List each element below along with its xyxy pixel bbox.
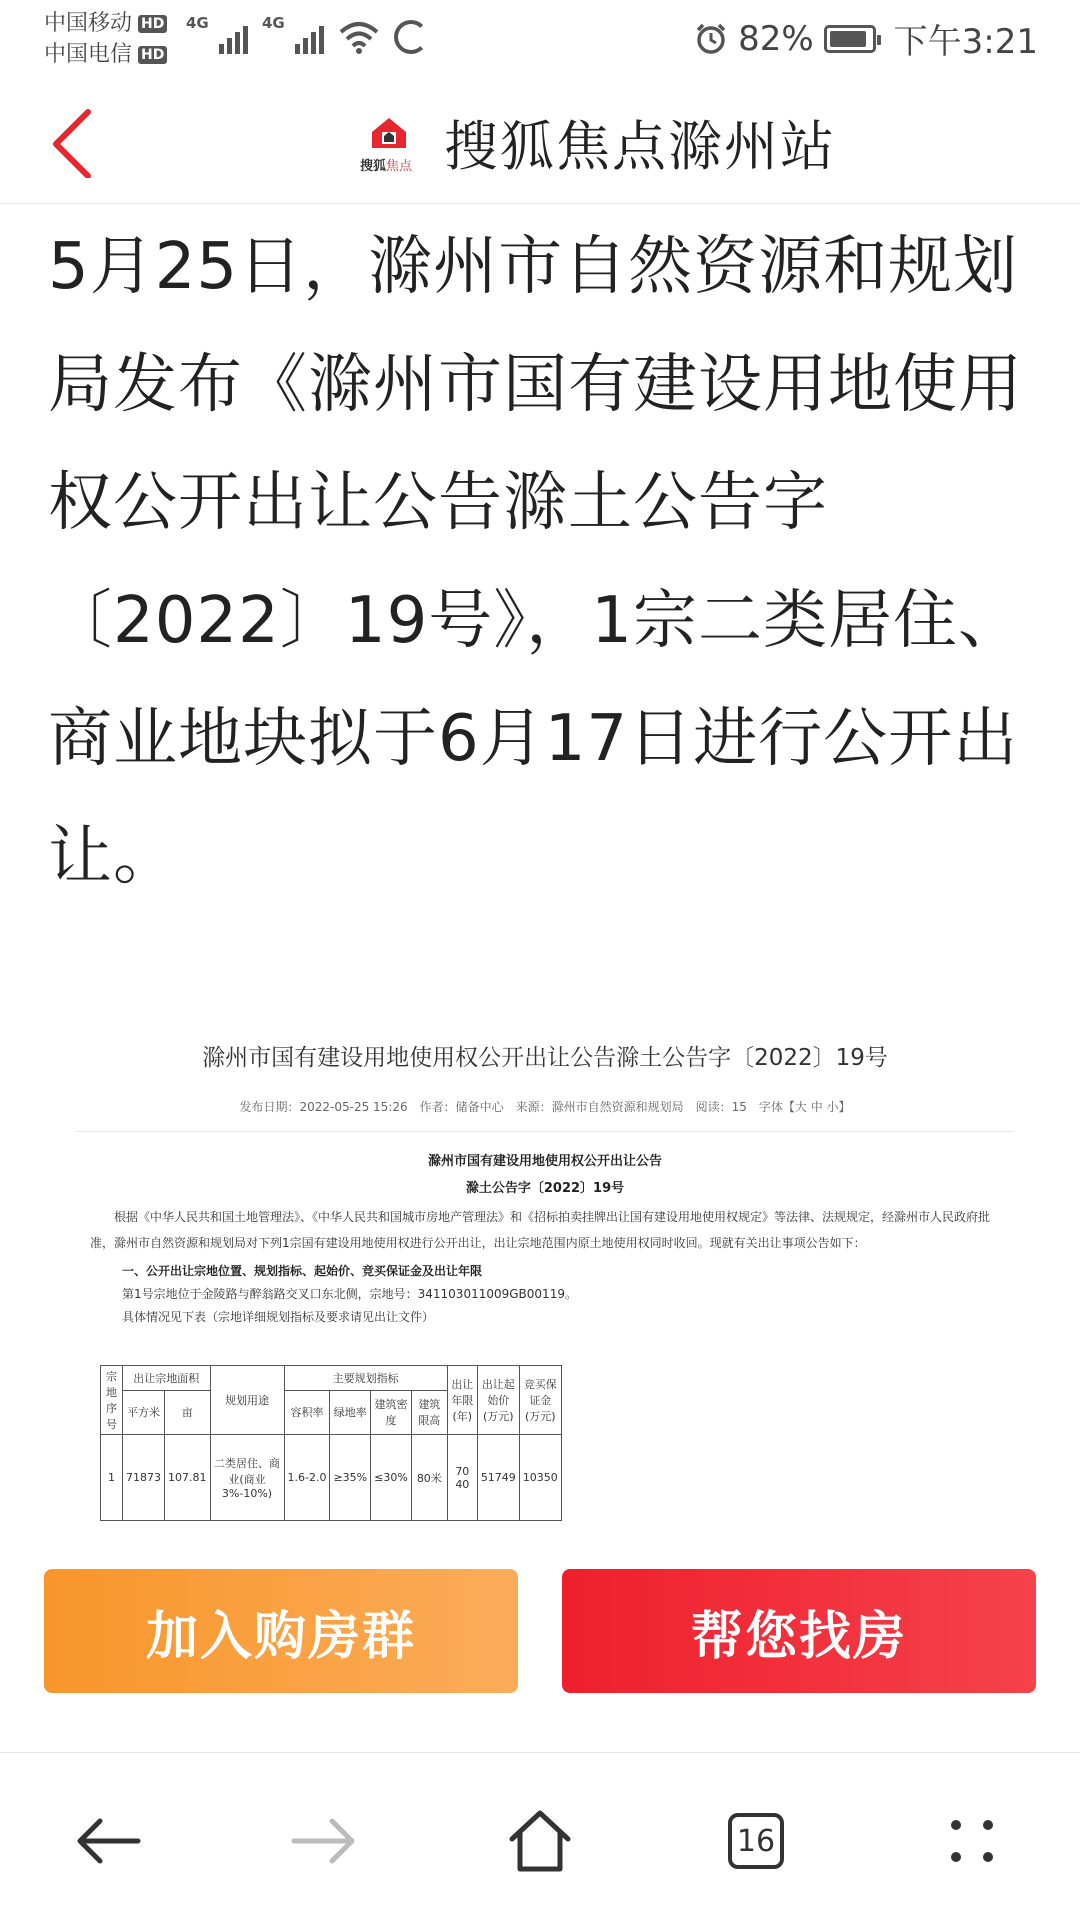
doc-meta: 发布日期：2022-05-25 15:26 作者：储备中心 来源：滁州市自然资源和规划局 阅读：15 字体【大 中 小】 (239, 1100, 851, 1114)
signal-icon: 4G (186, 14, 248, 54)
carrier-1: 中国移动 (44, 11, 133, 36)
status-bar (0, 0, 1080, 80)
doc-subheading: 滁土公告字〔2022〕19号 (465, 1181, 625, 1196)
doc-location: 第1号宗地位于金陵路与醉翁路交叉口东北侧，宗地号：341103011009GB00119。 (122, 1287, 577, 1301)
join-buyer-group-button[interactable]: 加入购房群 (44, 1569, 518, 1693)
nav-home-button[interactable] (500, 1801, 580, 1881)
carrier-info (44, 8, 167, 70)
doc-title: 滁州市国有建设用地使用权公开出让公告滁土公告字〔2022〕19号 (202, 1045, 888, 1071)
article-paragraph: 5月25日，滁州市自然资源和规划局发布《滁州市国有建设用地使用权公开出让公告滁土公告字〔2022〕19号》，1宗二类居住、商业地块拟于6月17日进行公开出让。 (48, 230, 1024, 894)
carrier-2: 中国电信 (44, 42, 133, 67)
home-icon (506, 1809, 574, 1873)
house-icon (360, 114, 418, 156)
wifi-icon (338, 20, 380, 54)
sohu-focus-logo: 搜狐焦点 (360, 114, 418, 172)
table-row: 1 71873 107.81 二类居住、商业(商业3%-10%) 1.6-2.0 ≥35% ≤30% 80米 70 40 51749 10350 (101, 1435, 562, 1521)
clock: 下午3:21 (893, 22, 1038, 62)
site-brand (360, 104, 836, 181)
chevron-left-icon (44, 108, 104, 178)
battery-percent: 82% (738, 18, 814, 59)
doc-section: 一、公开出让宗地位置、规划指标、起始价、竞买保证金及出让年限 (122, 1264, 483, 1278)
doc-intro: 根据《中华人民共和国土地管理法》、《中华人民共和国城市房地产管理法》和《招标拍卖挂牌出让国有建设用地使用权规定》等法律、法规规定，经滁州市人民政府批准，滁州市自然资源和规划局对下列1宗国有建设用地使用权进行公开出让，出让宗地范围内原土地使用权同时收回。现就有关出让事项公告如下： (90, 1210, 991, 1250)
hd-badge: HD (138, 15, 167, 33)
page-title: 搜狐焦点滁州站 (444, 115, 836, 178)
arrow-left-icon (74, 1816, 142, 1866)
header (0, 80, 1080, 204)
tabs-count: 16 (728, 1813, 784, 1869)
nav-tabs-button[interactable] (716, 1801, 796, 1881)
hd-badge: HD (138, 46, 167, 64)
nav-back-button[interactable] (68, 1801, 148, 1881)
arrow-right-icon (290, 1816, 358, 1866)
signal-icon: 4G (262, 14, 324, 54)
loading-icon (394, 20, 428, 54)
notice-screenshot (70, 1005, 1020, 1525)
doc-heading: 滁州市国有建设用地使用权公开出让公告 (427, 1154, 662, 1169)
doc-table-note: 具体情况见下表（宗地详细规划指标及要求请见出让文件） (122, 1310, 435, 1324)
land-parcel-table: 宗地序号 出让宗地面积 规划用途 主要规划指标 出让年限(年) 出让起始价(万元) 竞买保证金(万元) 平方米 亩 容积率 绿地率 建筑密度 建筑限高 1 71873 107.81 二类居住、商业(商业3%-10%) 1.6-2.0 ≥35% ≤30% 80米 70 40 51749 10350 (100, 1365, 562, 1521)
bottom-nav (0, 1752, 1080, 1920)
find-house-button[interactable]: 帮您找房 (562, 1569, 1036, 1693)
back-button[interactable] (44, 108, 104, 178)
more-dots-icon (942, 1811, 1002, 1871)
battery-icon (824, 25, 876, 53)
nav-menu-button[interactable] (932, 1801, 1012, 1881)
nav-forward-button[interactable] (284, 1801, 364, 1881)
alarm-icon (694, 22, 728, 56)
